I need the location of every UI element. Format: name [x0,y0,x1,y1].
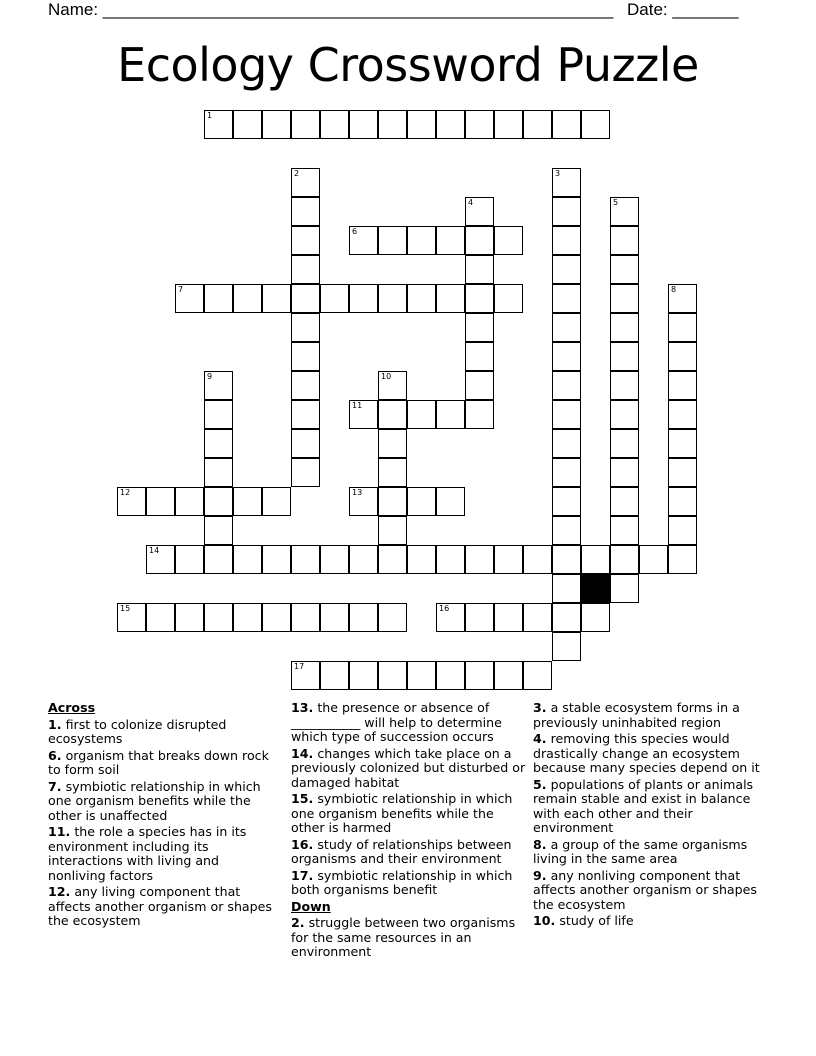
clue-number: 1 [207,111,213,120]
crossword-cell[interactable] [291,342,320,371]
crossword-cell[interactable] [233,603,262,632]
clue-number: 3 [555,169,561,178]
crossword-cell[interactable] [291,226,320,255]
crossword-cell[interactable] [610,429,639,458]
crossword-cell[interactable] [436,226,465,255]
crossword-cell[interactable] [262,284,291,313]
crossword-cell[interactable] [436,661,465,690]
crossword-cell[interactable] [523,661,552,690]
crossword-cell[interactable] [378,516,407,545]
crossword-cell[interactable] [668,400,697,429]
clue-number: 5 [613,198,619,207]
crossword-cell[interactable] [233,487,262,516]
crossword-cell[interactable] [552,574,581,603]
clue-down-4: 4. removing this species would drastically change an ecosystem because many species depend on it [533,731,760,775]
crossword-cell[interactable] [668,545,697,574]
crossword-cell[interactable] [552,487,581,516]
crossword-cell[interactable] [668,458,697,487]
crossword-cell[interactable] [378,284,407,313]
clue-number: 8 [671,285,677,294]
crossword-cell-15[interactable] [117,603,146,632]
crossword-cell[interactable] [291,603,320,632]
clue-across-7: 7. symbiotic relationship in which one organism benefits while the other is unaffected [48,778,261,823]
crossword-cell[interactable] [320,284,349,313]
crossword-cell[interactable] [233,545,262,574]
crossword-cell[interactable] [552,226,581,255]
crossword-cell[interactable] [668,429,697,458]
clue-down-5: 5. populations of plants or animals remain stable and exist in balance with each other and their environment [533,776,754,835]
crossword-cell[interactable] [610,487,639,516]
crossword-cell[interactable] [552,603,581,632]
crossword-cell[interactable] [523,603,552,632]
crossword-cell[interactable] [146,487,175,516]
clue-number: 2 [294,169,300,178]
crossword-cell-6[interactable] [349,226,378,255]
crossword-cell[interactable] [262,545,291,574]
crossword-cell[interactable] [552,458,581,487]
crossword-cell[interactable] [175,487,204,516]
crossword-cell-14[interactable] [146,545,175,574]
crossword-cell[interactable] [175,603,204,632]
crossword-cell[interactable] [436,487,465,516]
crossword-cell[interactable] [494,603,523,632]
crossword-cell[interactable] [610,226,639,255]
crossword-cell[interactable] [349,284,378,313]
clue-number: 12 [120,488,131,497]
crossword-cell[interactable] [378,458,407,487]
name-field-label: Name: ______________________________________________________ [48,0,614,19]
crossword-cell-2[interactable] [291,168,320,197]
crossword-cell[interactable] [204,545,233,574]
crossword-cell[interactable] [320,110,349,139]
clues-column-2 [291,701,526,962]
crossword-cell[interactable] [465,342,494,371]
crossword-cell[interactable] [378,661,407,690]
crossword-cell[interactable] [175,545,204,574]
crossword-cell[interactable] [523,545,552,574]
clue-number: 7 [178,285,184,294]
crossword-cell[interactable] [465,603,494,632]
crossword-cell[interactable] [552,313,581,342]
clue-number: 10 [381,372,392,381]
crossword-cell[interactable] [291,429,320,458]
crossword-cell[interactable] [465,226,494,255]
clue-down-10: 10. study of life [533,913,634,928]
crossword-cell-16[interactable] [436,603,465,632]
crossword-cell[interactable] [552,632,581,661]
crossword-cell[interactable] [668,516,697,545]
crossword-cell[interactable] [610,255,639,284]
crossword-cell[interactable] [407,110,436,139]
crossword-cell[interactable] [494,545,523,574]
crossword-cell[interactable] [349,661,378,690]
crossword-cell[interactable] [204,487,233,516]
crossword-cell[interactable] [552,110,581,139]
crossword-cell-13[interactable] [349,487,378,516]
crossword-cell[interactable] [552,545,581,574]
crossword-cell[interactable] [465,110,494,139]
crossword-cell[interactable] [494,110,523,139]
crossword-cell[interactable] [436,284,465,313]
crossword-cell[interactable] [204,458,233,487]
crossword-cell[interactable] [233,110,262,139]
clue-across-11: 11. the role a species has in its environment including its interactions with living and nonliving factors [48,824,247,883]
crossword-cell[interactable] [668,487,697,516]
crossword-cell[interactable] [291,458,320,487]
crossword-cell[interactable] [494,661,523,690]
crossword-cell[interactable] [378,226,407,255]
crossword-cell[interactable] [465,313,494,342]
crossword-cell[interactable] [610,574,639,603]
crossword-cell[interactable] [436,110,465,139]
crossword-cell[interactable] [349,545,378,574]
crossword-cell[interactable] [465,255,494,284]
crossword-cell[interactable] [552,255,581,284]
crossword-cell[interactable] [581,545,610,574]
crossword-cell[interactable] [378,110,407,139]
crossword-cell[interactable] [262,603,291,632]
clue-number: 14 [149,546,160,555]
crossword-cell[interactable] [204,400,233,429]
crossword-cell-9[interactable] [204,371,233,400]
crossword-cell[interactable] [407,284,436,313]
crossword-cell[interactable] [262,487,291,516]
clue-across-12: 12. any living component that affects another organism or shapes the ecosystem [48,884,272,928]
clue-across-16: 16. study of relationships between organisms and their environment [291,836,512,866]
black-cell [581,574,610,603]
crossword-cell[interactable] [610,516,639,545]
clue-number: 16 [439,604,450,613]
crossword-cell[interactable] [407,226,436,255]
clue-number: 6 [352,227,358,236]
crossword-cell[interactable] [320,603,349,632]
crossword-cell[interactable] [668,342,697,371]
crossword-cell[interactable] [552,284,581,313]
clue-number: 9 [207,372,213,381]
crossword-cell[interactable] [320,661,349,690]
clues-column-3 [533,701,769,931]
crossword-cell-5[interactable] [610,197,639,226]
crossword-cell[interactable] [407,545,436,574]
crossword-cell-4[interactable] [465,197,494,226]
crossword-cell[interactable] [465,284,494,313]
crossword-cell[interactable] [378,603,407,632]
page-title: Ecology Crossword Puzzle [117,38,699,92]
clue-across-6: 6. organism that breaks down rock to form soil [48,747,269,777]
clue-across-1: 1. first to colonize disrupted ecosystems [48,716,227,746]
crossword-cell[interactable] [320,545,349,574]
crossword-cell[interactable] [291,400,320,429]
crossword-cell[interactable] [552,342,581,371]
crossword-cell[interactable] [349,603,378,632]
clues-column-1 [48,701,280,931]
crossword-cell-11[interactable] [349,400,378,429]
clue-down-3: 3. a stable ecosystem forms in a previously uninhabited region [533,700,740,730]
crossword-cell[interactable] [552,371,581,400]
crossword-cell[interactable] [494,284,523,313]
crossword-cell[interactable] [610,284,639,313]
crossword-cell[interactable] [552,400,581,429]
crossword-cell[interactable] [407,487,436,516]
crossword-cell[interactable] [146,603,175,632]
crossword-cell[interactable] [581,603,610,632]
clue-down-8: 8. a group of the same organisms living in the same area [533,836,748,866]
crossword-cell[interactable] [465,545,494,574]
crossword-cell[interactable] [291,110,320,139]
crossword-cell[interactable] [291,545,320,574]
crossword-cell[interactable] [610,400,639,429]
clue-number: 15 [120,604,131,613]
crossword-cell[interactable] [291,313,320,342]
crossword-cell[interactable] [233,284,262,313]
crossword-cell[interactable] [668,371,697,400]
crossword-cell[interactable] [378,429,407,458]
crossword-cell[interactable] [204,603,233,632]
clue-across-17: 17. symbiotic relationship in which both organisms benefit [291,867,513,897]
crossword-cell[interactable] [291,371,320,400]
crossword-cell[interactable] [639,545,668,574]
crossword-cell[interactable] [407,400,436,429]
crossword-cell[interactable] [610,342,639,371]
crossword-cell[interactable] [552,429,581,458]
across-heading: Across [48,700,96,715]
crossword-cell[interactable] [262,110,291,139]
crossword-cell[interactable] [291,284,320,313]
clue-across-14: 14. changes which take place on a previously colonized but disturbed or damaged habitat [291,745,526,790]
crossword-cell-17[interactable] [291,661,320,690]
clue-across-15: 15. symbiotic relationship in which one organism benefits while the other is harmed [291,791,513,835]
clue-number: 4 [468,198,474,207]
crossword-cell[interactable] [204,516,233,545]
crossword-cell[interactable] [552,516,581,545]
crossword-cell[interactable] [494,226,523,255]
clue-number: 13 [352,488,363,497]
crossword-cell[interactable] [610,371,639,400]
down-heading: Down [291,898,331,914]
crossword-cell[interactable] [465,661,494,690]
crossword-cell[interactable] [204,429,233,458]
crossword-cell-7[interactable] [175,284,204,313]
crossword-cell[interactable] [465,400,494,429]
crossword-cell[interactable] [668,313,697,342]
crossword-cell-12[interactable] [117,487,146,516]
crossword-cell-1[interactable] [204,110,233,139]
crossword-cell[interactable] [436,545,465,574]
crossword-cell[interactable] [610,545,639,574]
crossword-cell[interactable] [378,545,407,574]
clue-across-13: 13. the presence or absence of ___________ will help to determine which type of succession occurs [291,700,502,744]
clue-down-2: 2. struggle between two organisms for the same resources in an environment [291,915,516,959]
crossword-cell[interactable] [610,313,639,342]
crossword-cell[interactable] [610,458,639,487]
clue-down-9: 9. any nonliving component that affects another organism or shapes the ecosystem [533,867,757,912]
crossword-cell[interactable] [378,400,407,429]
crossword-cell[interactable] [204,284,233,313]
crossword-cell-10[interactable] [378,371,407,400]
crossword-cell[interactable] [465,371,494,400]
crossword-cell[interactable] [291,197,320,226]
crossword-cell[interactable] [552,197,581,226]
crossword-cell[interactable] [349,110,378,139]
crossword-cell[interactable] [378,487,407,516]
crossword-cell[interactable] [523,110,552,139]
clue-number: 17 [294,662,305,671]
clue-number: 11 [352,401,363,410]
crossword-cell[interactable] [291,255,320,284]
crossword-cell[interactable] [581,110,610,139]
crossword-cell[interactable] [407,661,436,690]
crossword-cell-3[interactable] [552,168,581,197]
crossword-cell-8[interactable] [668,284,697,313]
date-field-label: Date: _______ [627,0,739,19]
crossword-cell[interactable] [436,400,465,429]
